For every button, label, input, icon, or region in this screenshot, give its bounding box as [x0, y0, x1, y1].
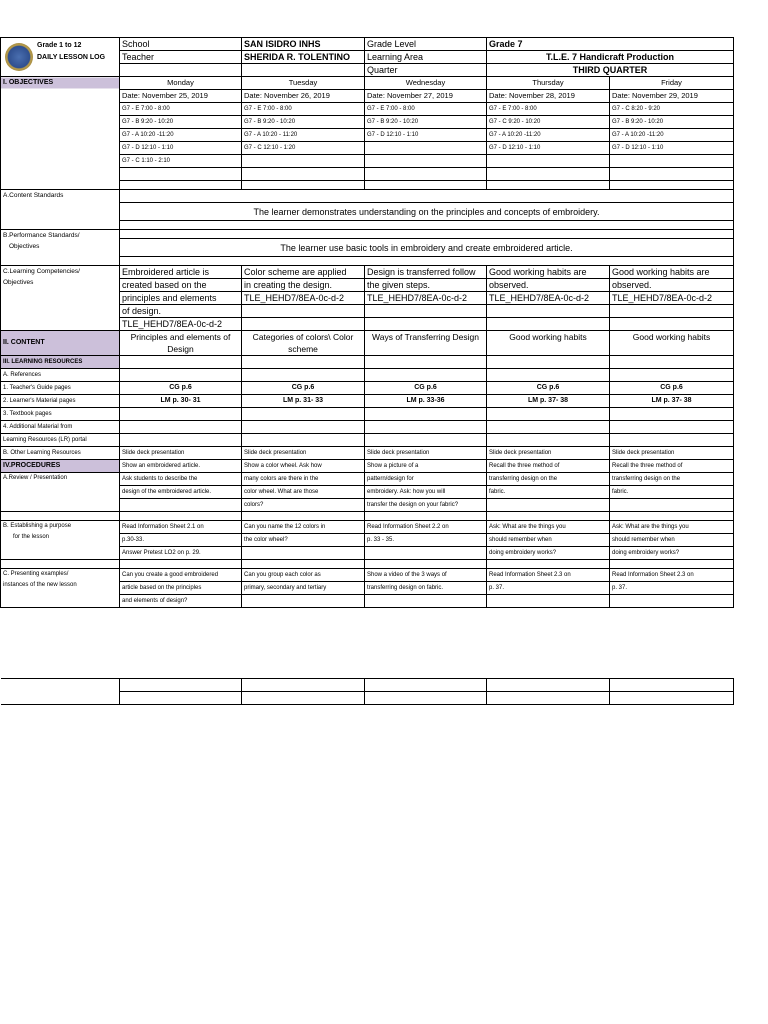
schedule-cell: G7 - C 9:20 - 10:20 — [487, 116, 610, 129]
blank-cell — [120, 221, 734, 230]
purpose-line: p.30-33. — [120, 534, 242, 547]
procedures-section: IV.PROCEDURES — [1, 460, 120, 473]
presenting-text-2: instances of the new lesson — [3, 582, 77, 588]
review-line: transferring design on the — [610, 473, 734, 486]
blank-cell — [610, 692, 734, 705]
purpose-line: Answer Pretest LO2 on p. 29. — [120, 547, 242, 560]
review-line: Recall the three method of — [610, 460, 734, 473]
blank-cell — [120, 679, 242, 692]
content-topic: Categories of colors\ Color scheme — [242, 331, 365, 356]
table-row — [1, 679, 734, 692]
purpose-line: doing embroidery works? — [487, 547, 610, 560]
review-line: Ask students to describe the — [120, 473, 242, 486]
blank-cell — [487, 356, 610, 369]
competency-line: observed. — [487, 279, 610, 292]
day-date: Date: November 26, 2019 — [242, 90, 365, 103]
other-resource-cell: Slide deck presentation — [487, 447, 610, 460]
blank-cell — [365, 512, 487, 521]
schedule-cell: G7 - D 12:10 - 1:10 — [487, 142, 610, 155]
review-line: fabric. — [610, 486, 734, 499]
schedule-cell — [610, 155, 734, 168]
presenting-line — [242, 595, 365, 608]
lr-portal-label: Learning Resources (LR) portal — [1, 434, 120, 447]
blank-cell — [242, 369, 365, 382]
blank-cell — [120, 257, 734, 266]
blank-cell — [1, 679, 120, 692]
purpose-line: Read Information Sheet 2.1 on — [120, 521, 242, 534]
competency-line — [365, 305, 487, 318]
review-line: design of the embroidered article. — [120, 486, 242, 499]
other-resource-cell: Slide deck presentation — [242, 447, 365, 460]
blank-cell — [242, 181, 365, 190]
schedule-cell: G7 - C 1:10 - 2:10 — [120, 155, 242, 168]
blank-gap — [1, 608, 734, 679]
purpose-line — [242, 547, 365, 560]
review-line: Show a picture of a — [365, 460, 487, 473]
schedule-cell: G7 - B 9:20 - 10:20 — [242, 116, 365, 129]
blank-cell — [610, 434, 734, 447]
performance-standards-text: B.Performance Standards/ — [3, 232, 80, 239]
resources-section: III. LEARNING RESOURCES — [1, 356, 120, 369]
blank-cell — [610, 512, 734, 521]
presenting-line: and elements of design? — [120, 595, 242, 608]
competency-line: principles and elements — [120, 292, 242, 305]
blank-cell — [120, 230, 734, 239]
blank-cell — [610, 356, 734, 369]
table-row — [1, 512, 734, 521]
blank-cell — [120, 421, 242, 434]
schedule-cell: G7 - E 7:00 - 8:00 — [242, 103, 365, 116]
blank-cell — [365, 560, 487, 569]
presenting-label — [1, 569, 120, 608]
blank-cell — [242, 408, 365, 421]
competency-line — [487, 318, 610, 331]
content-standards-text: A.Content Standards — [3, 192, 64, 199]
review-line — [610, 499, 734, 512]
table-row — [1, 356, 734, 369]
purpose-label — [1, 521, 120, 560]
review-line: Show an embroidered article. — [120, 460, 242, 473]
table-row — [1, 460, 734, 473]
competency-line: Embroidered article is — [120, 266, 242, 279]
blank-cell — [242, 679, 365, 692]
grade-level-label: Grade Level — [365, 38, 487, 51]
purpose-line: Can you name the 12 colors in — [242, 521, 365, 534]
review-line — [487, 499, 610, 512]
schedule-cell: G7 - D 12:10 - 1:10 — [610, 142, 734, 155]
table-row — [1, 447, 734, 460]
cg-cell: CG p.6 — [242, 382, 365, 395]
purpose-text: B. Establishing a purpose — [3, 523, 72, 529]
blank-cell — [365, 369, 487, 382]
schedule-cell — [487, 155, 610, 168]
competency-line: TLE_HEHD7/8EA-0c-d-2 — [487, 292, 610, 305]
content-section: II. CONTENT — [1, 331, 120, 356]
content-standards-label — [1, 190, 120, 230]
blank-cell — [120, 369, 242, 382]
table-row — [1, 608, 734, 679]
schedule-cell: G7 - A 10:20 - 11:20 — [242, 129, 365, 142]
table-row — [1, 521, 734, 534]
content-topic: Good working habits — [610, 331, 734, 356]
purpose-line: Read Information Sheet 2.2 on — [365, 521, 487, 534]
blank-cell — [120, 168, 242, 181]
presenting-line: p. 37. — [610, 582, 734, 595]
schedule-cell: G7 - A 10:20 -11:20 — [610, 129, 734, 142]
presenting-line — [365, 595, 487, 608]
blank-cell — [242, 512, 365, 521]
cg-cell: CG p.6 — [365, 382, 487, 395]
table-row — [1, 38, 734, 51]
blank-cell — [120, 512, 242, 521]
purpose-line: Ask: What are the things you — [610, 521, 734, 534]
blank-cell — [487, 421, 610, 434]
blank-cell — [487, 512, 610, 521]
deped-seal-icon — [5, 43, 33, 71]
learning-area-value: T.L.E. 7 Handicraft Production — [487, 51, 734, 64]
table-row — [1, 473, 734, 486]
competency-line: TLE_HEHD7/8EA-0c-d-2 — [365, 292, 487, 305]
quarter-value: THIRD QUARTER — [487, 64, 734, 77]
presenting-text: C. Presenting examples/ — [3, 571, 69, 577]
cg-cell: CG p.6 — [487, 382, 610, 395]
daily-lesson-log-table — [0, 37, 734, 705]
blank-cell — [365, 356, 487, 369]
purpose-line: p. 33 - 35. — [365, 534, 487, 547]
table-row — [1, 421, 734, 434]
competency-line: Design is transferred follow — [365, 266, 487, 279]
review-line: transfer the design on your fabric? — [365, 499, 487, 512]
purpose-line: should remember when — [487, 534, 610, 547]
blank-cell — [1, 512, 120, 521]
cg-cell: CG p.6 — [610, 382, 734, 395]
content-standard-statement: The learner demonstrates understanding on the principles and concepts of embroidery. — [120, 203, 734, 221]
performance-standards-label — [1, 230, 120, 266]
competency-line — [610, 318, 734, 331]
competency-line: TLE_HEHD7/8EA-0c-d-2 — [242, 292, 365, 305]
competency-line: in creating the design. — [242, 279, 365, 292]
blank-cell — [610, 560, 734, 569]
presenting-line — [610, 595, 734, 608]
performance-standards-text-2: Objectives — [9, 243, 40, 250]
blank-cell — [242, 168, 365, 181]
schedule-cell: G7 - E 7:00 - 8:00 — [365, 103, 487, 116]
blank-cell — [487, 168, 610, 181]
competency-line: TLE_HEHD7/8EA-0c-d-2 — [610, 292, 734, 305]
schedule-cell: G7 - B 9:20 - 10:20 — [120, 116, 242, 129]
blank-cell — [242, 64, 365, 77]
blank-cell — [610, 421, 734, 434]
schedule-cell: G7 - A 10:20 -11:20 — [120, 129, 242, 142]
quarter-label: Quarter — [365, 64, 487, 77]
day-date: Date: November 25, 2019 — [120, 90, 242, 103]
blank-cell — [365, 181, 487, 190]
table-row — [1, 369, 734, 382]
competency-line — [487, 305, 610, 318]
blank-cell — [487, 560, 610, 569]
review-line: embroidery. Ask: how you will — [365, 486, 487, 499]
additional-material-label: 4. Additional Material from — [1, 421, 120, 434]
school-label: School — [120, 38, 242, 51]
blank-cell — [487, 181, 610, 190]
blank-cell — [120, 356, 242, 369]
day-name: Monday — [120, 77, 242, 90]
blank-cell — [365, 434, 487, 447]
schedule-cell — [365, 142, 487, 155]
review-label: A.Review / Presentation — [1, 473, 120, 512]
schedule-cell: G7 - D 12:10 - 1:10 — [365, 129, 487, 142]
table-row — [1, 692, 734, 705]
blank-cell — [610, 369, 734, 382]
blank-cell — [242, 434, 365, 447]
blank-cell — [120, 692, 242, 705]
table-row — [1, 434, 734, 447]
schedule-cell: G7 - D 12:10 - 1:10 — [120, 142, 242, 155]
blank-cell — [120, 190, 734, 203]
day-name: Thursday — [487, 77, 610, 90]
competency-line — [610, 305, 734, 318]
competency-line: created based on the — [120, 279, 242, 292]
schedule-cell: G7 - E 7:00 - 8:00 — [120, 103, 242, 116]
competencies-text-2: Objectives — [3, 279, 34, 286]
presenting-line: Read Information Sheet 2.3 on — [487, 569, 610, 582]
schedule-cell — [242, 155, 365, 168]
purpose-line: doing embroidery works? — [610, 547, 734, 560]
competency-line: Color scheme are applied — [242, 266, 365, 279]
day-name: Friday — [610, 77, 734, 90]
competency-line: Good working habits are — [610, 266, 734, 279]
other-resources-label: B. Other Learning Resources — [1, 447, 120, 460]
review-line: Recall the three method of — [487, 460, 610, 473]
review-line: many colors are there in the — [242, 473, 365, 486]
review-line — [120, 499, 242, 512]
teacher-value: SHERIDA R. TOLENTINO — [242, 51, 365, 64]
review-line: color wheel. What are those — [242, 486, 365, 499]
competencies-label — [1, 266, 120, 331]
day-date: Date: November 27, 2019 — [365, 90, 487, 103]
blank-cell — [242, 560, 365, 569]
content-topic: Good working habits — [487, 331, 610, 356]
blank-cell — [487, 408, 610, 421]
table-row — [1, 382, 734, 395]
competencies-text: C.Learning Competencies/ — [3, 268, 80, 275]
blank-cell — [120, 64, 242, 77]
table-row — [1, 230, 734, 239]
blank-cell — [120, 408, 242, 421]
presenting-line: primary, secondary and tertiary — [242, 582, 365, 595]
table-row — [1, 560, 734, 569]
competency-line: of design. — [120, 305, 242, 318]
review-line: Show a color wheel. Ask how — [242, 460, 365, 473]
presenting-line: Show a video of the 3 ways of — [365, 569, 487, 582]
blank-cell — [365, 168, 487, 181]
table-row — [1, 331, 734, 356]
table-row — [1, 266, 734, 279]
lm-cell: LM p. 30- 31 — [120, 395, 242, 408]
presenting-line: Read Information Sheet 2.3 on — [610, 569, 734, 582]
presenting-line — [487, 595, 610, 608]
deped-logo-area — [1, 39, 119, 75]
blank-cell — [487, 369, 610, 382]
review-line: fabric. — [487, 486, 610, 499]
lm-cell: LM p. 33-36 — [365, 395, 487, 408]
blank-cell — [1, 692, 120, 705]
blank-cell — [242, 421, 365, 434]
blank-cell — [365, 692, 487, 705]
content-topic: Ways of Transferring Design — [365, 331, 487, 356]
table-row — [1, 569, 734, 582]
purpose-line: Ask: What are the things you — [487, 521, 610, 534]
other-resource-cell: Slide deck presentation — [365, 447, 487, 460]
objectives-section: I. OBJECTIVES — [1, 77, 120, 190]
tg-pages-label: 1. Teacher's Guide pages — [1, 382, 120, 395]
blank-cell — [365, 679, 487, 692]
competency-line — [242, 305, 365, 318]
competency-line: TLE_HEHD7/8EA-0c-d-2 — [120, 318, 242, 331]
day-date: Date: November 29, 2019 — [610, 90, 734, 103]
competency-line: observed. — [610, 279, 734, 292]
header-logo-cell — [1, 38, 120, 77]
school-value: SAN ISIDRO INHS — [242, 38, 365, 51]
lm-cell: LM p. 37- 38 — [610, 395, 734, 408]
schedule-cell: G7 - A 10:20 -11:20 — [487, 129, 610, 142]
content-topic: Principles and elements of Design — [120, 331, 242, 356]
blank-cell — [610, 679, 734, 692]
table-row — [1, 408, 734, 421]
purpose-text-2: for the lesson — [13, 534, 50, 540]
presenting-line: transferring design on fabric. — [365, 582, 487, 595]
learning-area-label: Learning Area — [365, 51, 487, 64]
competency-line: the given steps. — [365, 279, 487, 292]
table-row — [1, 395, 734, 408]
blank-cell — [120, 434, 242, 447]
grade-range: Grade 1 to 12 — [37, 42, 82, 49]
cg-cell: CG p.6 — [120, 382, 242, 395]
lm-cell: LM p. 37- 38 — [487, 395, 610, 408]
presenting-line: Can you group each color as — [242, 569, 365, 582]
table-row — [1, 77, 734, 90]
blank-cell — [610, 408, 734, 421]
purpose-line — [365, 547, 487, 560]
blank-cell — [487, 692, 610, 705]
blank-cell — [610, 168, 734, 181]
purpose-line: should remember when — [610, 534, 734, 547]
blank-cell — [120, 181, 242, 190]
schedule-cell: G7 - C 8:20 - 9:20 — [610, 103, 734, 116]
competency-line: Good working habits are — [487, 266, 610, 279]
day-name: Wednesday — [365, 77, 487, 90]
competency-line — [365, 318, 487, 331]
lm-cell: LM p. 31- 33 — [242, 395, 365, 408]
other-resource-cell: Slide deck presentation — [610, 447, 734, 460]
lm-pages-label: 2. Learner's Material pages — [1, 395, 120, 408]
day-name: Tuesday — [242, 77, 365, 90]
blank-cell — [487, 434, 610, 447]
review-line: pattern/design for — [365, 473, 487, 486]
competency-line — [242, 318, 365, 331]
grade-level-value: Grade 7 — [487, 38, 734, 51]
presenting-line: Can you create a good embroidered — [120, 569, 242, 582]
table-row — [1, 190, 734, 203]
references-label: A. References — [1, 369, 120, 382]
schedule-cell: G7 - C 12:10 - 1:20 — [242, 142, 365, 155]
review-line: transferring design on the — [487, 473, 610, 486]
schedule-cell: G7 - E 7:00 - 8:00 — [487, 103, 610, 116]
performance-standard-statement: The learner use basic tools in embroidery and create embroidered article. — [120, 239, 734, 257]
presenting-line: article based on the principles — [120, 582, 242, 595]
blank-cell — [365, 421, 487, 434]
other-resource-cell: Slide deck presentation — [120, 447, 242, 460]
blank-cell — [120, 560, 242, 569]
blank-cell — [242, 692, 365, 705]
schedule-cell — [365, 155, 487, 168]
teacher-label: Teacher — [120, 51, 242, 64]
log-title: DAILY LESSON LOG — [37, 54, 106, 61]
blank-cell — [610, 181, 734, 190]
schedule-cell: G7 - B 9:20 - 10:20 — [365, 116, 487, 129]
blank-cell — [487, 679, 610, 692]
purpose-line: the color wheel? — [242, 534, 365, 547]
schedule-cell: G7 - B 9:20 - 10:20 — [610, 116, 734, 129]
blank-cell — [365, 408, 487, 421]
day-date: Date: November 28, 2019 — [487, 90, 610, 103]
presenting-line: p. 37. — [487, 582, 610, 595]
blank-cell — [242, 356, 365, 369]
textbook-label: 3. Textbook pages — [1, 408, 120, 421]
review-line: colors? — [242, 499, 365, 512]
blank-cell — [1, 560, 120, 569]
